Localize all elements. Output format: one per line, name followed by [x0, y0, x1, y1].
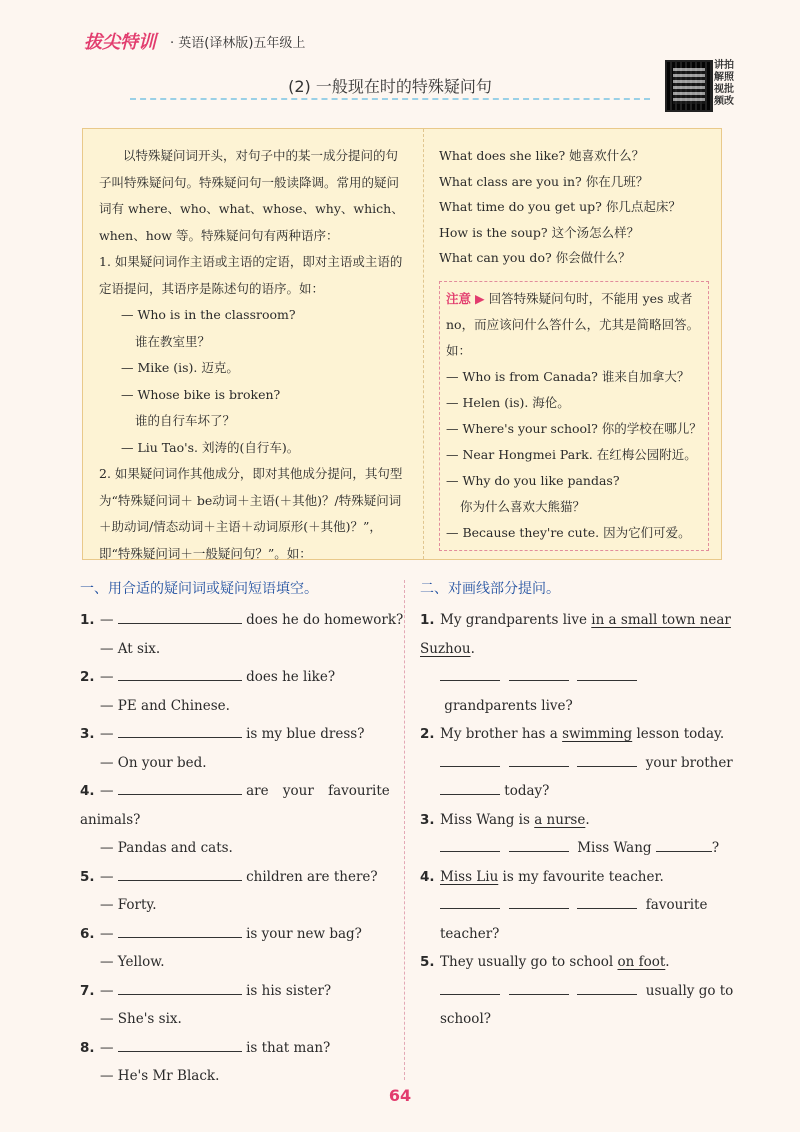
question-item [420, 948, 736, 977]
underlined-part: Miss Liu [440, 868, 499, 885]
grammar-right-column [439, 143, 709, 551]
answer-text: favourite teacher? [440, 897, 708, 942]
question-item [420, 720, 736, 749]
answer-line [420, 977, 736, 1034]
section-heading-band [130, 74, 650, 100]
answer-blank[interactable] [440, 666, 500, 681]
question-text: children are there? [246, 868, 378, 885]
attention-box [439, 281, 709, 551]
question-item: 1. — does he do homework? [80, 606, 398, 635]
answer-blank[interactable] [509, 666, 569, 681]
attention-arrow-icon: ▶ [475, 290, 485, 306]
example-line: — Liu Tao's. 刘涛的(自行车)。 [121, 439, 300, 455]
grammar-intro: 以特殊疑问词开头，对句子中的某一成分提问的句子叫特殊疑问句。特殊疑问句一般读降调。常用的疑问词有 where、who、what、whose、why、which、when、how 等。特殊疑问句有两种语序： [99, 148, 404, 243]
grammar-note-box [82, 128, 722, 560]
sentence-part: lesson today. [632, 726, 725, 742]
example-line: — Helen (is). 海伦。 [446, 394, 570, 410]
question-item [420, 606, 736, 663]
sentence-part: is my favourite teacher. [498, 868, 664, 885]
column-divider [404, 580, 405, 1080]
answer-blank[interactable] [440, 752, 500, 767]
question-number: 1. [80, 612, 95, 628]
attention-text: 回答特殊疑问句时，不能用 yes 或者 no，而应该问什么答什么，尤其是简略回答。如： [446, 290, 700, 358]
question-item [420, 863, 736, 892]
answer-text: usually go to school? [440, 982, 734, 1027]
answer-blank[interactable] [118, 666, 242, 681]
answer-text: your brother [645, 754, 733, 771]
answer-blank[interactable] [577, 980, 637, 995]
example-line: — Where's your school? 你的学校在哪儿？ [446, 420, 702, 436]
example-line: — Because they're cute. 因为它们可爱。 [446, 524, 691, 540]
answer-text: today? [504, 783, 550, 799]
sentence-part: . [585, 811, 590, 828]
question-item: 5. — children are there? [80, 863, 398, 892]
answer-line [420, 749, 736, 806]
rule-1: 1. 如果疑问词作主语或主语的定语，即对主语或主语的定语提问，其语序是陈述句的语序。如： [99, 254, 403, 296]
attention-tag: 注意 [446, 290, 472, 306]
answer-blank[interactable] [118, 866, 242, 881]
example-line: — Why do you like pandas? [446, 472, 620, 488]
answer-blank[interactable] [577, 752, 637, 767]
example-line: — Whose bike is broken? [121, 386, 281, 402]
qr-code-icon[interactable] [665, 60, 713, 112]
answer-blank[interactable] [440, 894, 500, 909]
example-line: 谁的自行车坏了？ [135, 413, 236, 428]
exercise-2 [420, 578, 736, 1034]
question-number: 6. [80, 925, 95, 942]
question-item: 2. — does he like? [80, 663, 398, 692]
answer-blank[interactable] [509, 894, 569, 909]
question-number: 8. [80, 1039, 95, 1056]
answer-blank[interactable] [509, 752, 569, 767]
answer-blank[interactable] [440, 980, 500, 995]
example-line: 谁在教室里？ [135, 333, 211, 349]
exercise-1 [80, 578, 404, 1091]
answer-blank[interactable] [440, 780, 500, 795]
answer-blank[interactable] [118, 980, 242, 995]
answer-text: grandparents live? [444, 697, 573, 714]
question-text: is my blue dress? [246, 726, 365, 742]
question-item [420, 806, 736, 835]
question-number: 3. [80, 726, 95, 742]
sentence-part: My grandparents live [440, 612, 592, 628]
question-number: 3. [420, 811, 435, 828]
example-line: What class are you in? 你在几班？ [439, 173, 649, 189]
answer-line [420, 663, 736, 720]
answer-text: — Forty. [100, 897, 157, 913]
rule-2: 2. 如果疑问词作其他成分，即对其他成分提问，其句型为“特殊疑问词＋ be动词＋主语(＋其他)？/特殊疑问词＋助动词/情态动词＋主语＋动词原形(＋其他)？”，即“特殊疑问词＋一般疑问句？”。如： [99, 466, 403, 561]
answer-text: Miss Wang [577, 840, 652, 856]
question-text: are your favourite animals? [80, 783, 390, 828]
answer-text: — She's six. [100, 1011, 182, 1027]
exercise-1-title: 一、用合适的疑问词或疑问短语填空。 [80, 581, 318, 597]
exercise-2-title: 二、对画线部分提问。 [420, 581, 560, 597]
example-line: What can you do? 你会做什么？ [439, 250, 631, 265]
answer-line [420, 834, 736, 863]
answer-blank[interactable] [656, 837, 712, 852]
answer-blank[interactable] [577, 894, 637, 909]
question-text: does he like? [246, 669, 336, 685]
example-line: 你为什么喜欢大熊猫？ [460, 498, 586, 514]
example-line: — Mike (is). 迈克。 [121, 360, 239, 375]
answer-blank[interactable] [118, 923, 242, 938]
underlined-part: a nurse [534, 811, 586, 828]
question-number: 4. [420, 868, 435, 885]
answer-text: — He's Mr Black. [100, 1068, 220, 1084]
example-line: — Who is from Canada? 谁来自加拿大？ [446, 368, 690, 384]
question-text: is his sister? [246, 982, 332, 999]
answer-blank[interactable] [509, 837, 569, 852]
question-item: 7. — is his sister? [80, 977, 398, 1006]
page-number: 64 [388, 1086, 412, 1105]
question-number: 5. [420, 954, 435, 970]
example-line: How is the soup? 这个汤怎么样？ [439, 224, 640, 240]
sentence-part: They usually go to school [440, 954, 618, 970]
question-item: 3. — is my blue dress? [80, 720, 398, 749]
question-item: 4. — are your favourite animals? [80, 777, 392, 834]
qr-label: 讲拍 解照 视批 频改 [714, 60, 734, 107]
answer-text: ? [711, 840, 720, 856]
answer-blank[interactable] [118, 723, 242, 738]
example-line: What time do you get up? 你几点起床？ [439, 199, 681, 214]
example-line: What does she like? 她喜欢什么？ [439, 148, 645, 163]
answer-text: — Yellow. [100, 954, 165, 970]
question-item: 6. — is your new bag? [80, 920, 398, 949]
answer-blank[interactable] [118, 1037, 242, 1052]
answer-blank[interactable] [509, 980, 569, 995]
question-number: 5. [80, 868, 95, 885]
sentence-part: . [470, 640, 475, 657]
sentence-part: . [665, 954, 670, 970]
book-title: · 英语(译林版)五年级上 [170, 36, 306, 51]
question-number: 2. [80, 669, 95, 685]
answer-line [420, 891, 736, 948]
grammar-left-column [99, 143, 409, 567]
sentence-part: My brother has a [440, 726, 563, 742]
answer-text: — On your bed. [100, 754, 207, 771]
answer-text: — At six. [100, 640, 161, 657]
underlined-part: on foot [617, 954, 666, 970]
answer-text: — Pandas and cats. [100, 840, 233, 856]
question-number: 7. [80, 982, 95, 999]
question-item: 8. — is that man? [80, 1034, 398, 1063]
question-text: does he do homework? [246, 612, 404, 628]
question-text: is that man? [246, 1039, 331, 1056]
example-line: — Near Hongmei Park. 在红梅公园附近。 [446, 446, 697, 462]
brand-logo: 拔尖特训 [84, 32, 156, 53]
question-text: is your new bag? [246, 925, 362, 942]
answer-blank[interactable] [118, 780, 242, 795]
question-number: 4. [80, 783, 95, 799]
answer-text: — PE and Chinese. [100, 697, 230, 714]
section-title: (2) 一般现在时的特殊疑问句 [288, 77, 492, 96]
answer-blank[interactable] [440, 837, 500, 852]
answer-blank[interactable] [577, 666, 637, 681]
underlined-part: swimming [562, 726, 633, 742]
underlined-part: in a small town near Suzhou [420, 612, 731, 657]
sentence-part: Miss Wang is [440, 811, 535, 828]
answer-blank[interactable] [118, 609, 242, 624]
question-number: 1. [420, 612, 435, 628]
example-line: — Who is in the classroom? [121, 307, 296, 322]
question-number: 2. [420, 726, 435, 742]
